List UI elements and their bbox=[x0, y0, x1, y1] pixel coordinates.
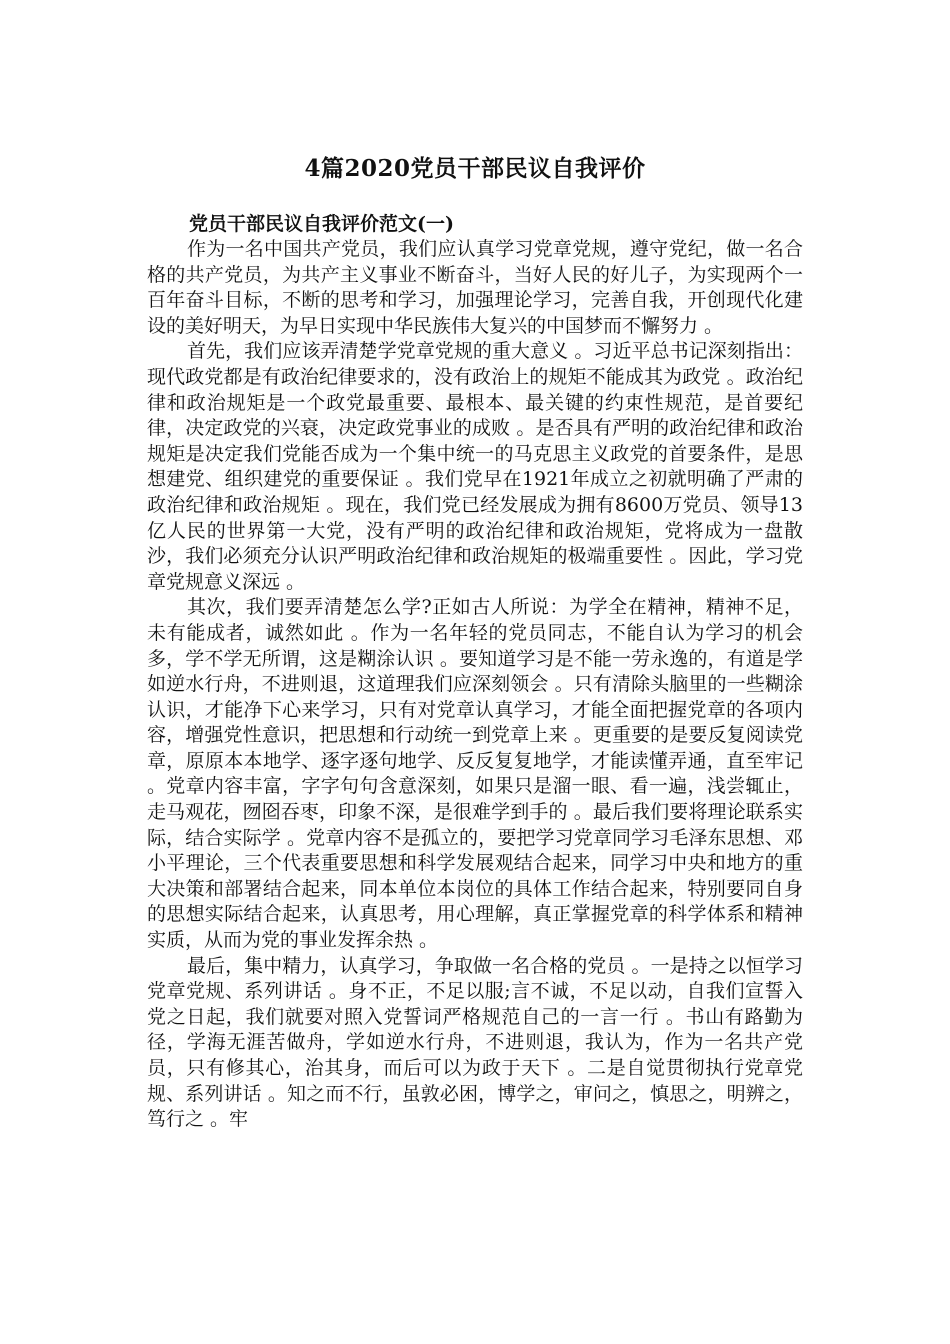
paragraph-3: 其次，我们要弄清楚怎么学?正如古人所说：为学全在精神，精神不足，未有能成者，诚然如此 。作为一名年轻的党员同志，不能自认为学习的机会多，学不学无所谓，这是糊涂认识 。要知道学习是不能一劳永逸的，有道是学如逆水行舟，不进则退，这道理我们应深刻领会 。只有清除头脑里的一些糊涂认识，才能净下心来学习，只有对党章认真学习，才能全面把握党章的各项内容，增强党性意识，把思想和行动统一到党章上来 。更重要的是要反复阅读党章，原原本本地学、逐字逐句地学、反反复复地学，才能读懂弄通，直至牢记 。党章内容丰富，字字句句含意深刻，如果只是溜一眼、看一遍，浅尝辄止，走马观花，囫囵吞枣，印象不深，是很难学到手的 。最后我们要将理论联系实际，结合实际学 。党章内容不是孤立的，要把学习党章同学习毛泽东思想、邓小平理论，三个代表重要思想和科学发展观结合起来，同学习中央和地方的重大决策和部署结合起来，同本单位本岗位的具体工作结合起来，特别要同自身的思想实际结合起来，认真思考，用心理解，真正掌握党章的科学体系和精神实质，从而为党的事业发挥余热 。 bbox=[147, 596, 803, 952]
document-title: 4篇2020党员干部民议自我评价 bbox=[304, 155, 646, 182]
paragraph-4: 最后，集中精力，认真学习，争取做一名合格的党员 。一是持之以恒学习党章党规、系列讲话 。身不正，不足以服;言不诚，不足以动，自我们宣誓入党之日起，我们就要对照入党誓词严格规范自己的一言一行 。书山有路勤为径，学海无涯苦做舟，学如逆水行舟，不进则退，我认为，作为一名共产党员，只有修其心，治其身，而后可以为政于天下 。二是自觉贯彻执行党章党规、系列讲话 。知之而不行，虽敦必困，博学之，审问之，慎思之，明辨之，笃行之 。牢 bbox=[147, 954, 803, 1131]
paragraph-1: 作为一名中国共产党员，我们应认真学习党章党规，遵守党纪，做一名合格的共产党员，为共产主义事业不断奋斗，当好人民的好儿子，为实现两个一百年奋斗目标，不断的思考和学习，加强理论学习，完善自我，开创现代化建设的美好明天，为早日实现中华民族伟大复兴的中国梦而不懈努力 。 bbox=[147, 238, 803, 337]
document-body bbox=[147, 212, 803, 1133]
paragraph-2: 首先，我们应该弄清楚学党章党规的重大意义 。习近平总书记深刻指出：现代政党都是有政治纪律要求的，没有政治上的规矩不能成其为政党 。政治纪律和政治规矩是一个政党最重要、最根本、最关键的约束性规范，是首要纪律，决定政党的兴衰，决定政党事业的成败 。是否具有严明的政治纪律和政治规矩是决定我们党能否成为一个集中统一的马克思主义政党的首要条件，是思想建党、组织建党的重要保证 。我们党早在1921年成立之初就明确了严肃的政治纪律和政治规矩 。现在，我们党已经发展成为拥有8600万党员、领导13亿人民的世界第一大党，没有严明的政治纪律和政治规矩，党将成为一盘散沙，我们必须充分认识严明政治纪律和政治规矩的极端重要性 。因此，学习党章党规意义深远 。 bbox=[147, 340, 803, 593]
section-heading: 党员干部民议自我评价范文(一) bbox=[189, 213, 454, 235]
